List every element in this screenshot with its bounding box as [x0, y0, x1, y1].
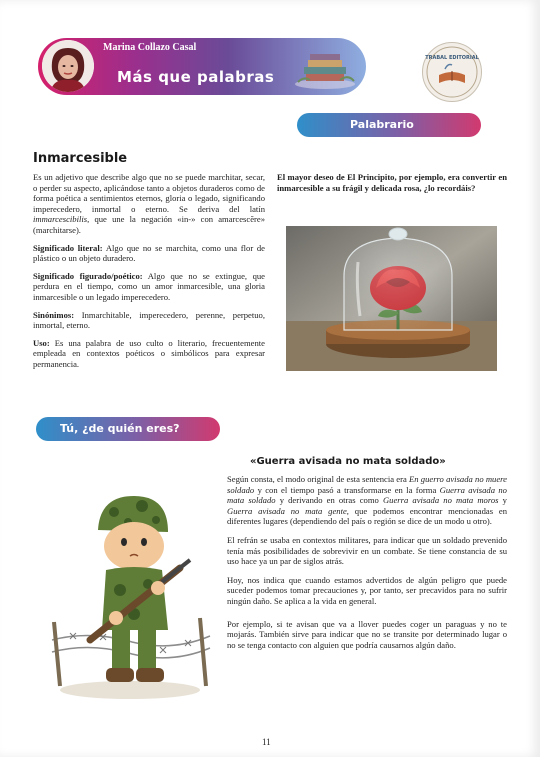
word-title: Inmarcesible [33, 151, 128, 166]
palabrario-label: Palabrario [350, 118, 414, 131]
logo-text: TRABAL EDITORIAL [425, 55, 479, 61]
definition-paragraph: Es un adjetivo que describe algo que no se puede marchitar, secar, o perder su aspecto, aplicándose tanto a objetos duraderos como de forma poética a sentimientos eternos, gloria o legado, significando imperecedero, inmortal o eterno. Se deriva del latín immarcescibilis, que une la negación «in-» con amarcescĕre» (marchitarse). [33, 172, 265, 235]
word-definition-column [33, 172, 265, 377]
column-title: Más que palabras [117, 68, 275, 86]
tu-de-quien-eres-label: Tú, ¿de quién eres? [60, 422, 180, 435]
proverb-today-paragraph: Hoy, nos indica que cuando estamos advertidos de algún peligro que puede suceder podemos tomar precauciones y, por tanto, ser precavidos para no sufrir ningún daño. Se aplica a la vida en general. [227, 574, 507, 606]
proverb-body [227, 474, 507, 658]
usage: Uso: Es una palabra de uso culto o literario, frecuentemente empleada en contextos poéticos o simbólicos para expresar permanencia. [33, 337, 265, 369]
principito-note: El mayor deseo de El Principito, por ejemplo, era convertir en inmarcesible a su frágil y delicada rosa, ¿lo recordáis? [277, 172, 507, 193]
proverb-title: «Guerra avisada no mata soldado» [250, 456, 446, 467]
literal-meaning: Significado literal: Algo que no se marchita, como una flor de plástico o un objeto duradero. [33, 242, 265, 264]
figurative-meaning: Significado figurado/poético: Algo que no se extingue, que perdura en el tiempo, como un amor inmarcesible, una gloria inmarcesible o un legado imperecedero. [33, 270, 265, 302]
proverb-example-paragraph: Por ejemplo, si te avisan que va a llover puedes coger un paraguas y no te mojarás. También sirve para indicar que no se transite por determinado lugar o no se tenga contacto con alguien que podría causarnos algún daño. [227, 618, 507, 650]
proverb-origin-paragraph: Según consta, el modo original de esta sentencia era En guerro avisada no muere soldado y con el tiempo pasó a transformarse en la forma Guerra avisada no mata soldado y derivando en otras como Guerra avisada no mata moros y Guerra avisada no mata gente, que podemos encontrar mencionadas en diferentes lugares (dependiendo del país o región se dice de un modo u otro). [227, 474, 507, 527]
proverb-military-paragraph: El refrán se usaba en contextos militares, para indicar que un soldado prevenido tenía más posibilidades de sobrevivir en un combate. Se tiene constancia de su uso hace ya un par de siglos atrás. [227, 534, 507, 567]
author-name: Marina Collazo Casal [103, 42, 197, 53]
rose-under-glass-photo [286, 226, 497, 371]
author-avatar [42, 40, 94, 92]
synonyms: Sinónimos: Inmarchitable, imperecedero, perenne, perpetuo, inmortal, eterno. [33, 309, 265, 331]
publisher-logo [422, 42, 482, 102]
books-illustration [292, 46, 358, 90]
page-number: 11 [262, 737, 271, 747]
soldier-illustration [50, 490, 215, 700]
